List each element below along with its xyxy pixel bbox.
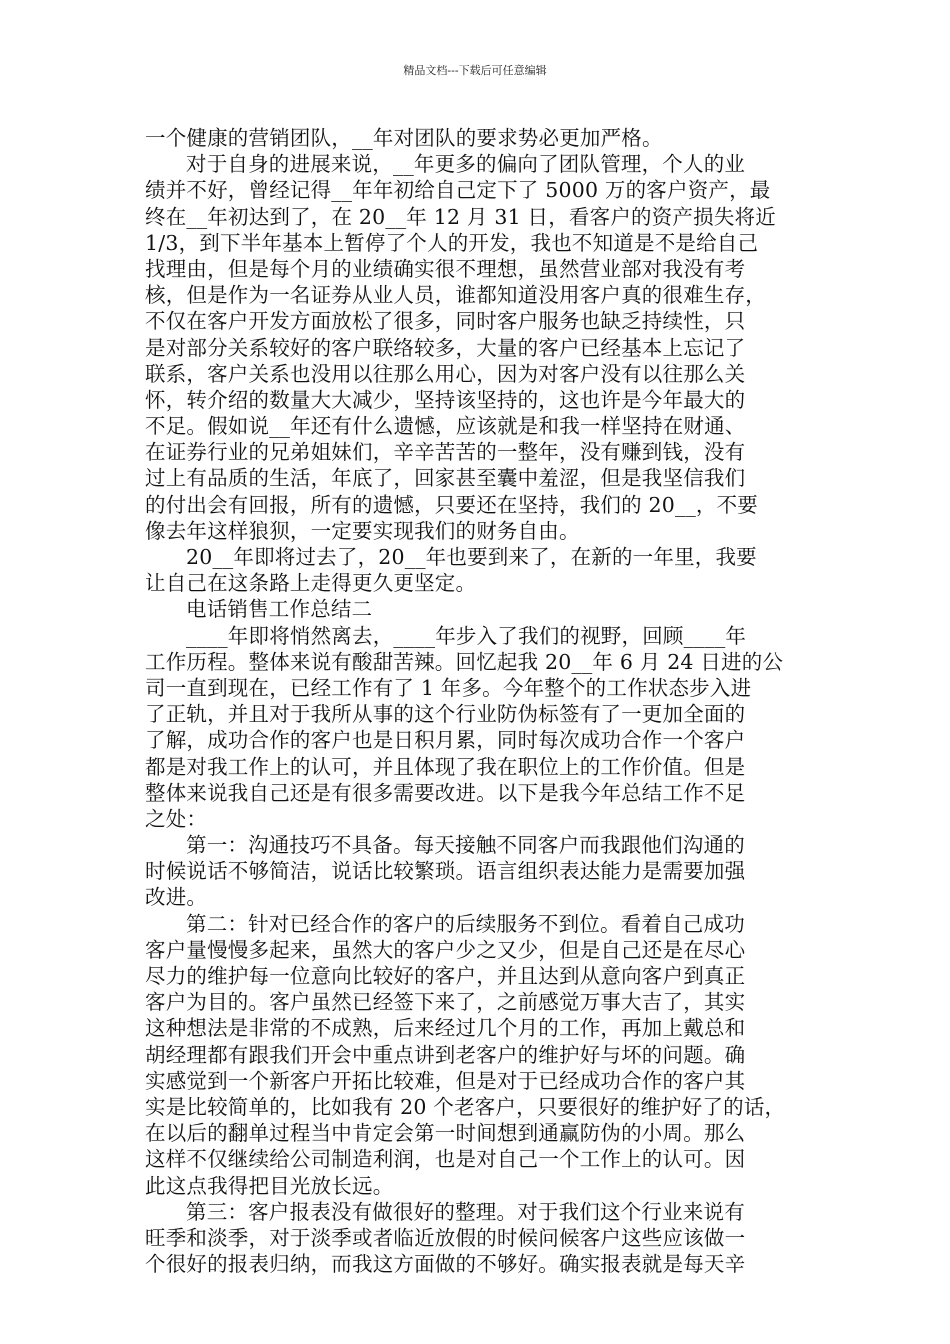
text-line: 是对部分关系较好的客户联络较多，大量的客户已经基本上忘记了 — [145, 335, 746, 360]
text-line: 都是对我工作上的认可，并且体现了我在职位上的工作价值。但是 — [145, 754, 746, 779]
text-line: 第二：针对已经合作的客户的后续服务不到位。看着自己成功 — [186, 911, 745, 936]
text-line: 找理由，但是每个月的业绩确实很不理想，虽然营业部对我没有考 — [145, 256, 746, 281]
document-body — [145, 125, 810, 1277]
text-line: 时候说话不够简洁，说话比较繁琐。语言组织表达能力是需要加强 — [145, 859, 746, 884]
paragraph — [145, 911, 810, 1199]
text-line: 胡经理都有跟我们开会中重点讲到老客户的维护好与坏的问题。确 — [145, 1042, 746, 1067]
text-line: 尽力的维护每一位意向比较好的客户，并且达到从意向客户到真正 — [145, 964, 746, 988]
paragraph — [145, 544, 810, 596]
text-line: 此这点我得把目光放长远。 — [145, 1173, 394, 1198]
paragraph — [145, 623, 810, 833]
text-line: 实是比较简单的，比如我有 20 个老客户，只要很好的维护好了的话， — [145, 1094, 786, 1119]
text-line: 过上有品质的生活，年底了，回家甚至囊中羞涩，但是我坚信我们 — [145, 466, 746, 491]
text-line: 核，但是作为一名证券从业人员，谁都知道没用客户真的很难生存， — [145, 283, 766, 308]
paragraph — [145, 596, 810, 622]
text-line: 了解，成功合作的客户也是日积月累，同时每次成功合作一个客户 — [145, 728, 746, 753]
text-line: 改进。 — [145, 885, 208, 910]
text-line: 司一直到现在，已经工作有了 1 年多。今年整个的工作状态步入进 — [145, 675, 752, 700]
text-line: 个很好的报表归纳，而我这方面做的不够好。确实报表就是每天辛 — [145, 1252, 746, 1277]
text-line: 第三：客户报表没有做很好的整理。对于我们这个行业来说有 — [186, 1199, 745, 1224]
text-line: 像去年这样狼狈，一定要实现我们的财务自由。 — [145, 518, 580, 543]
page-header: 精品文档---下载后可任意编辑 — [403, 64, 547, 77]
text-line: ____年即将悄然离去，____年步入了我们的视野，回顾____年 — [186, 623, 747, 648]
text-line: 的付出会有回报，所有的遗憾，只要还在坚持，我们的 20__，不要 — [145, 492, 759, 517]
text-line: 客户量慢慢多起来，虽然大的客户少之又少，但是自己还是在尽心 — [145, 937, 746, 962]
text-line: 1/3，到下半年基本上暂停了个人的开发，我也不知道是不是给自己 — [145, 230, 759, 255]
text-line: 之处： — [145, 806, 208, 831]
text-line: 旺季和淡季，对于淡季或者临近放假的时候问候客户这些应该做一 — [145, 1225, 746, 1250]
text-line: 不足。假如说__年还有什么遗憾，应该就是和我一样坚持在财通、 — [145, 414, 746, 439]
text-line: 对于自身的进展来说，__年更多的偏向了团队管理，个人的业 — [186, 152, 746, 177]
text-line: 这种想法是非常的不成熟，后来经过几个月的工作，再加上戴总和 — [145, 1016, 746, 1041]
paragraph — [145, 151, 810, 544]
text-line: 一个健康的营销团队，__年对团队的要求势必更加严格。 — [145, 126, 663, 150]
text-line: 联系，客户关系也没用以往那么用心，因为对客户没有以往那么关 — [145, 361, 746, 386]
text-line: 第一：沟通技巧不具备。每天接触不同客户而我跟他们沟通的 — [186, 833, 745, 858]
text-line: 不仅在客户开发方面放松了很多，同时客户服务也缺乏持续性，只 — [145, 309, 746, 334]
text-line: 绩并不好，曾经记得__年年初给自己定下了 5000 万的客户资产，最 — [145, 178, 771, 203]
text-line: 整体来说我自己还是有很多需要改进。以下是我今年总结工作不足 — [145, 780, 746, 805]
text-line: 客户为目的。客户虽然已经签下来了，之前感觉万事大吉了，其实 — [145, 990, 746, 1015]
text-line: 在以后的翻单过程当中肯定会第一时间想到通赢防伪的小周。那么 — [145, 1121, 746, 1146]
text-line: 实感觉到一个新客户开拓比较难，但是对于已经成功合作的客户其 — [145, 1068, 746, 1093]
text-line: 在证券行业的兄弟姐妹们，辛辛苦苦的一整年，没有赚到钱，没有 — [145, 440, 746, 465]
text-line: 电话销售工作总结二 — [186, 597, 373, 622]
text-line: 让自己在这条路上走得更久更坚定。 — [145, 571, 477, 596]
text-line: 工作历程。整体来说有酸甜苦辣。回忆起我 20__年 6 月 24 日进的公 — [145, 649, 784, 674]
text-line: 20__年即将过去了，20__年也要到来了，在新的一年里，我要 — [186, 545, 757, 569]
text-line: 了正轨，并且对于我所从事的这个行业防伪标签有了一更加全面的 — [145, 702, 746, 727]
text-line: 终在__年初达到了，在 20__年 12 月 31 日，看客户的资产损失将近 — [145, 204, 776, 229]
paragraph — [145, 1199, 810, 1278]
text-line: 这样不仅继续给公司制造利润，也是对自己一个工作上的认可。因 — [145, 1147, 746, 1172]
paragraph — [145, 832, 810, 911]
paragraph — [145, 125, 810, 151]
text-line: 怀，转介绍的数量大大减少，坚持该坚持的，这也许是今年最大的 — [145, 387, 746, 412]
